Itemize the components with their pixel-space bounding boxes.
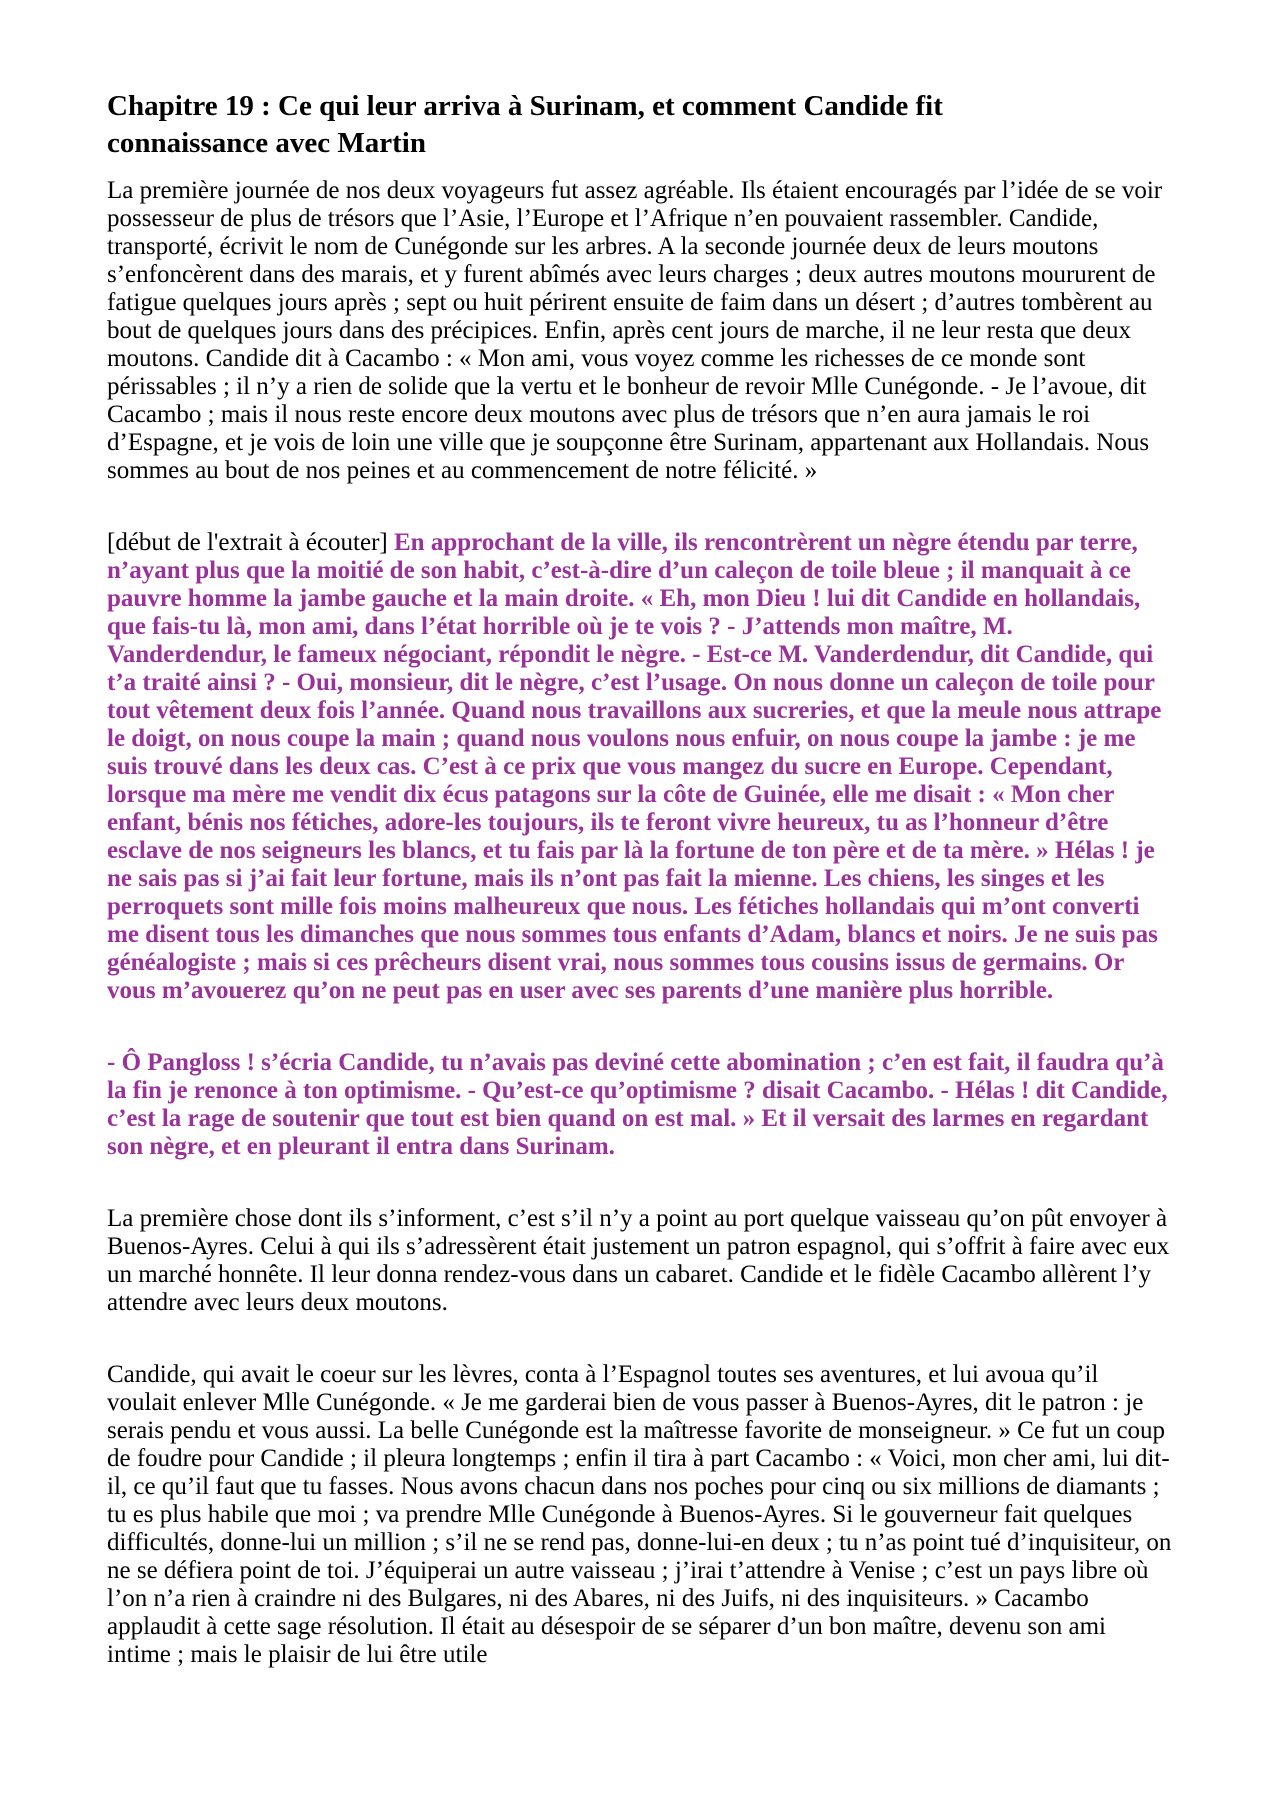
paragraph-port: La première chose dont ils s’informent, c’est s’il n’y a point au port quelque vaisseau qu’on pût envoyer à Buenos-Ayres. Celui à qui ils s’adressèrent était justement un patron espagnol, qui s’offrit à faire avec eux un marché honnête. Il leur donna rendez-vous dans un cabaret. Candide et le fidèle Cacambo allèrent l’y attendre avec leurs deux moutons. (107, 1205, 1170, 1316)
chapter-title: Chapitre 19 : Ce qui leur arriva à Surinam, et comment Candide fit connaissance avec Martin (107, 90, 943, 159)
paragraph-pangloss-highlighted: - Ô Pangloss ! s’écria Candide, tu n’avais pas deviné cette abomination ; c’en est fait, il faudra qu’à la fin je renonce à ton optimisme. - Qu’est-ce qu’optimisme ? disait Cacambo. - Hélas ! dit Candide, c’est la rage de soutenir que tout est bien quand on est mal. » Et il versait des larmes en regardant son nègre, et en pleurant il entra dans Surinam. (107, 1049, 1168, 1160)
paragraph-intro: La première journée de nos deux voyageurs fut assez agréable. Ils étaient encouragés par l’idée de se voir possesseur de plus de trésors que l’Asie, l’Europe et l’Afrique n’en pouvaient rassembler. Candide, transporté, écrivit le nom de Cunégonde sur les arbres. A la seconde journée deux de leurs moutons s’enfoncèrent dans des marais, et y furent abîmés avec leurs charges ; deux autres moutons moururent de fatigue quelques jours après ; sept ou huit périrent ensuite de faim dans un désert ; d’autres tombèrent au bout de quelques jours dans des précipices. Enfin, après cent jours de marche, il ne leur resta que deux moutons. Candide dit à Cacambo : « Mon ami, vous voyez comme les richesses de ce monde sont périssables ; il n’y a rien de solide que la vertu et le bonheur de revoir Mlle Cunégonde. - Je l’avoue, dit Cacambo ; mais il nous reste encore deux moutons avec plus de trésors que n’en aura jamais le roi d’Espagne, et je vois de loin une ville que je soupçonne être Surinam, appartenant aux Hollandais. Nous sommes au bout de nos peines et au commencement de notre félicité. » (107, 177, 1163, 484)
paragraph-extract (107, 529, 1173, 1005)
extract-highlighted-text: En approchant de la ville, ils rencontrèrent un nègre étendu par terre, n’ayant plus que la moitié de son habit, c’est-à-dire d’un caleçon de toile bleue ; il manquait à ce pauvre homme la jambe gauche et la main droite. « Eh, mon Dieu ! lui dit Candide en hollandais, que fais-tu là, mon ami, dans l’état horrible où je te vois ? - J’attends mon maître, M. Vanderdendur, le fameux négociant, répondit le nègre. - Est-ce M. Vanderdendur, dit Candide, qui t’a traité ainsi ? - Oui, monsieur, dit le nègre, c’est l’usage. On nous donne un caleçon de toile pour tout vêtement deux fois l’année. Quand nous travaillons aux sucreries, et que la meule nous attrape le doigt, on nous coupe la main ; quand nous voulons nous enfuir, on nous coupe la jambe : je me suis trouvé dans les deux cas. C’est à ce prix que vous mangez du sucre en Europe. Cependant, lorsque ma mère me vendit dix écus patagons sur la côte de Guinée, elle me disait : « Mon cher enfant, bénis nos fétiches, adore-les toujours, ils te feront vivre heureux, tu as l’honneur d’être esclave de nos seigneurs les blancs, et tu fais par là la fortune de ton père et de ta mère. » Hélas ! je ne sais pas si j’ai fait leur fortune, mais ils n’ont pas fait la mienne. Les chiens, les singes et les perroquets sont mille fois moins malheureux que nous. Les fétiches hollandais qui m’ont converti me disent tous les dimanches que nous sommes tous enfants d’Adam, blancs et noirs. Je ne suis pas généalogiste ; mais si ces prêcheurs disent vrai, nous sommes tous cousins issus de germains. Or vous m’avouerez qu’on ne peut pas en user avec ses parents d’une manière plus horrible. (107, 529, 1162, 1004)
paragraph-espagnol: Candide, qui avait le coeur sur les lèvres, conta à l’Espagnol toutes ses aventures, et lui avoua qu’il voulait enlever Mlle Cunégonde. « Je me garderai bien de vous passer à Buenos-Ayres, dit le patron : je serais pendu et vous aussi. La belle Cunégonde est la maîtresse favorite de monseigneur. » Ce fut un coup de foudre pour Candide ; il pleura longtemps ; enfin il tira à part Cacambo : « Voici, mon cher ami, lui dit-il, ce qu’il faut que tu fasses. Nous avons chacun dans nos poches pour cinq ou six millions de diamants ; tu es plus habile que moi ; va prendre Mlle Cunégonde à Buenos-Ayres. Si le gouverneur fait quelques difficultés, donne-lui un million ; s’il ne se rend pas, donne-lui-en deux ; tu n’as point tué d’inquisiteur, on ne se défiera point de toi. J’équiperai un autre vaisseau ; j’irai t’attendre à Venise ; c’est un pays libre où l’on n’a rien à craindre ni des Bulgares, ni des Abares, ni des Juifs, ni des inquisiteurs. » Cacambo applaudit à cette sage résolution. Il était au désespoir de se séparer d’un bon maître, devenu son ami intime ; mais le plaisir de lui être utile (107, 1361, 1172, 1668)
extract-start-marker: [début de l'extrait à écouter] (107, 529, 394, 556)
